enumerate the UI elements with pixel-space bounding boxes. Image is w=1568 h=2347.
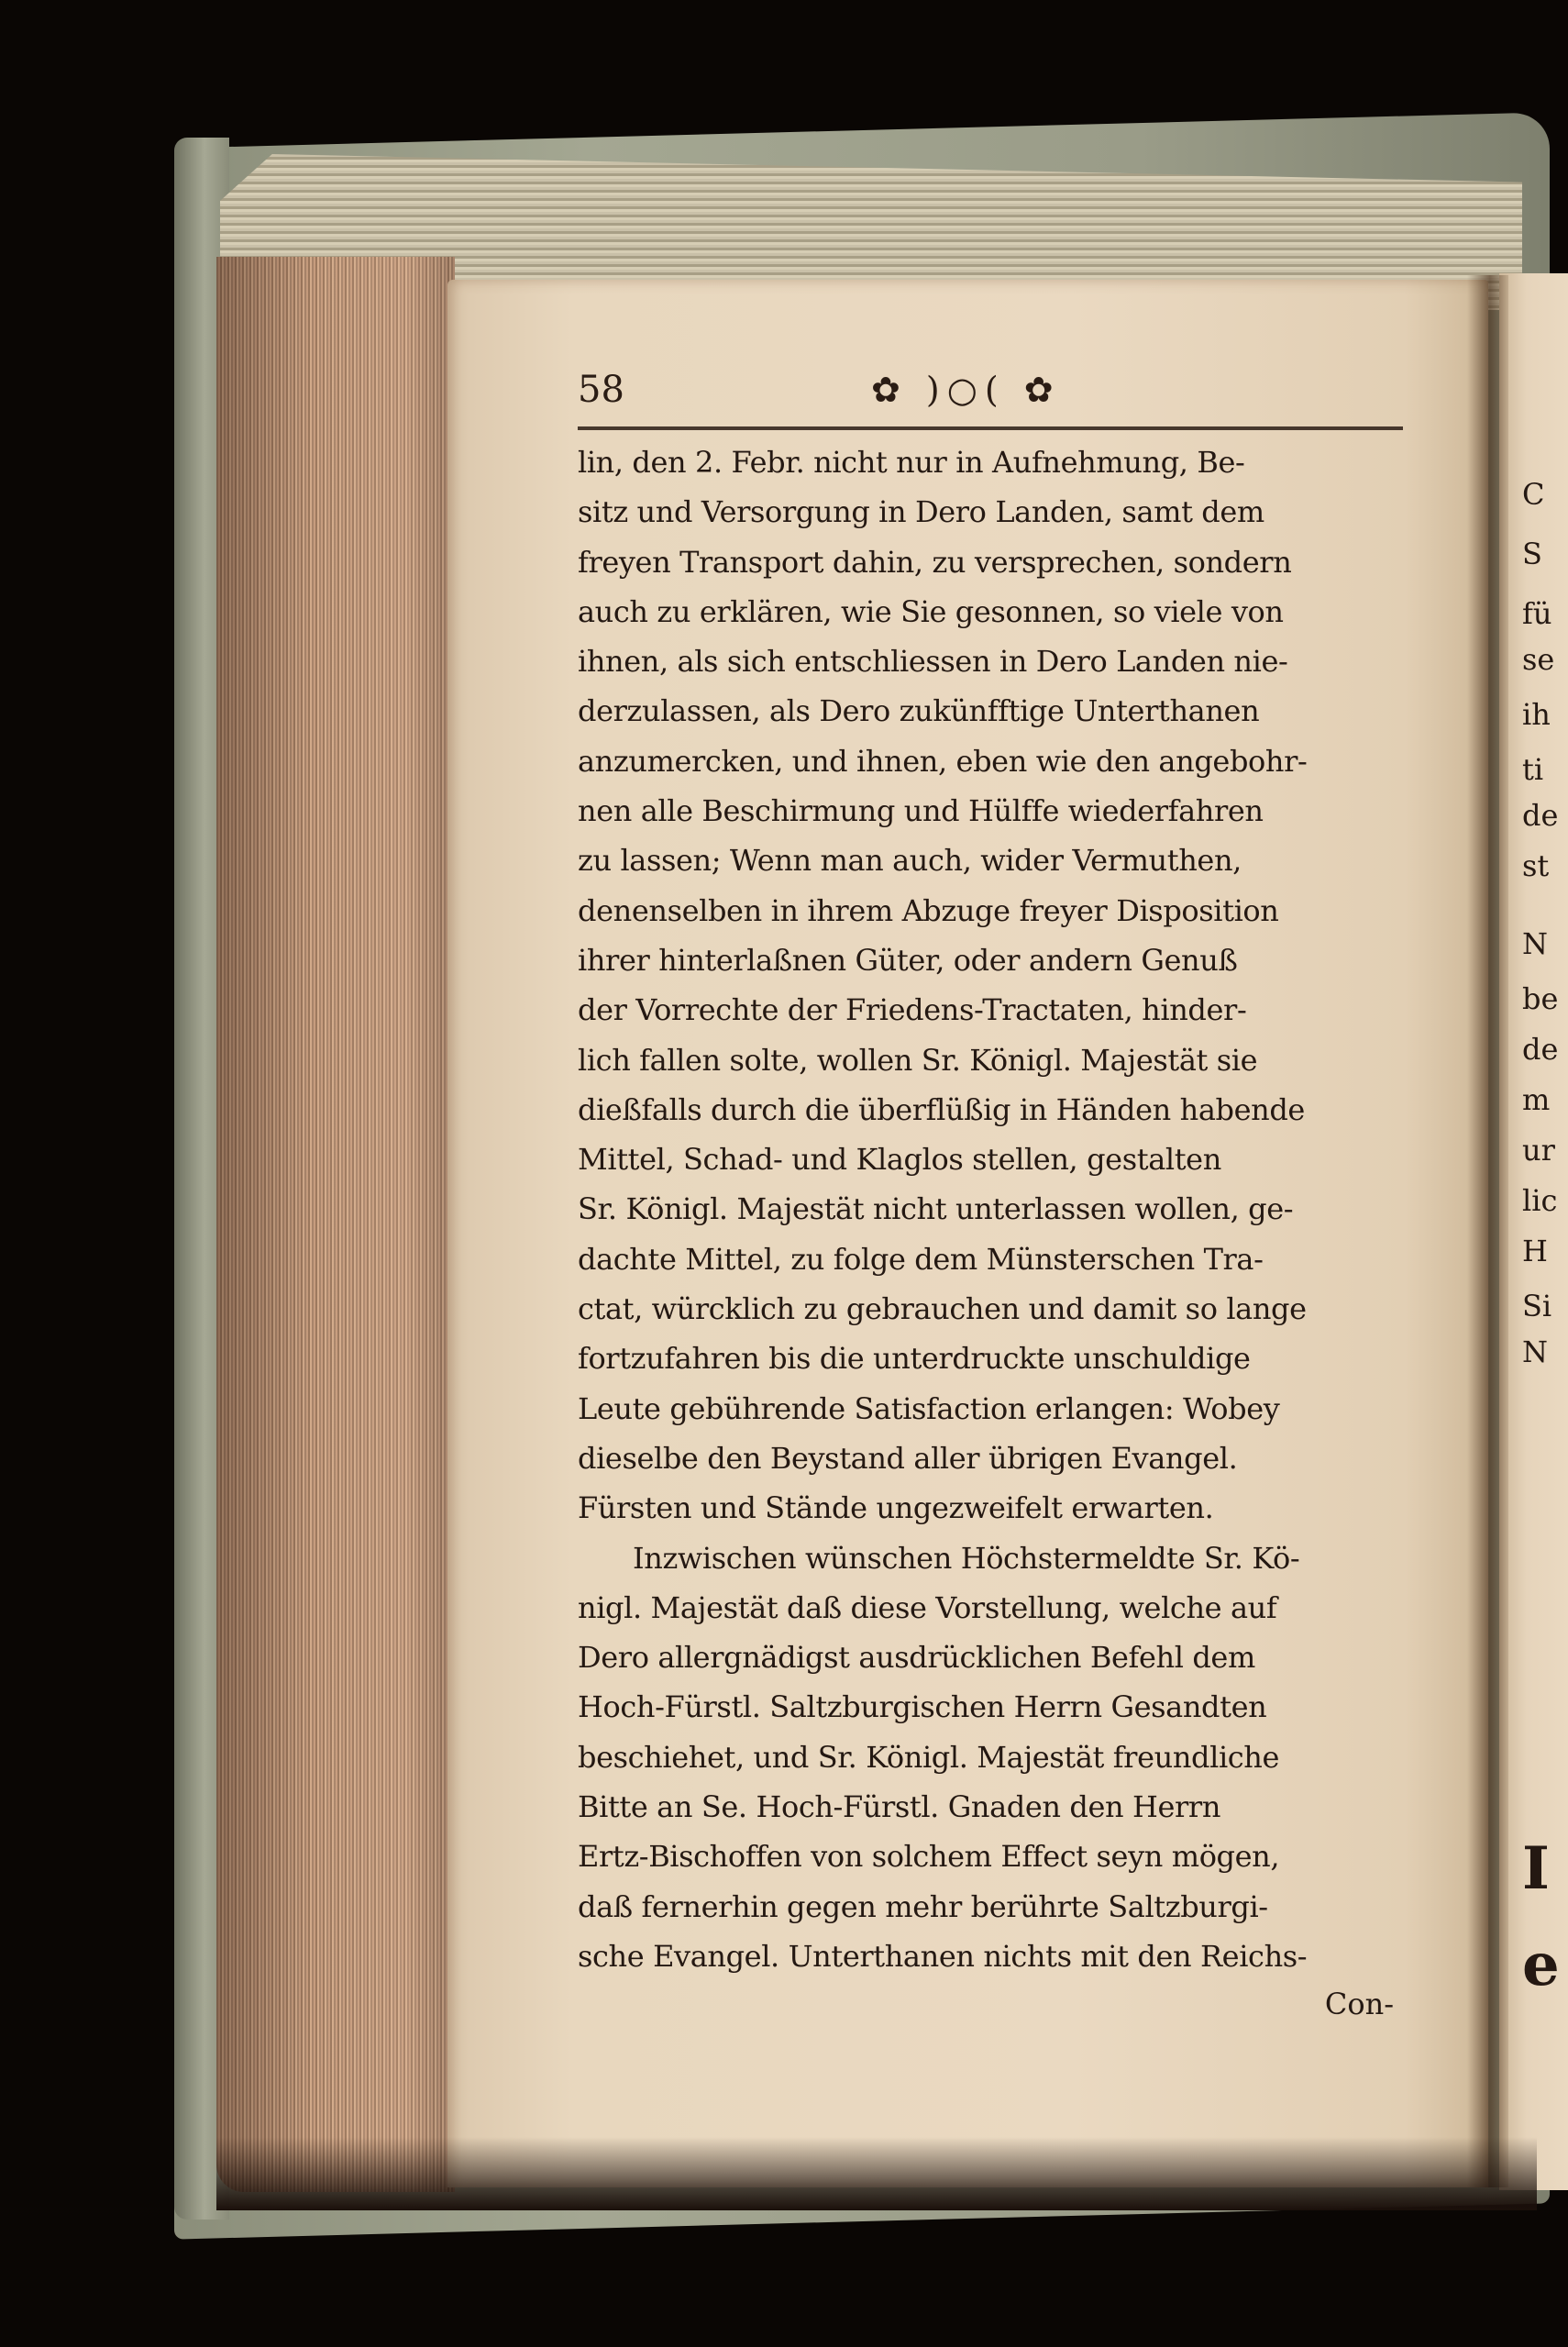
- text-line: Dero allergnädigst ausdrücklichen Befehl dem: [578, 1640, 1255, 1676]
- text-line: ihnen, als sich entschliessen in Dero Landen nie-: [578, 644, 1288, 680]
- right-page-fragment: C: [1522, 477, 1545, 512]
- page-header: [578, 362, 1403, 417]
- text-line: denenselben in ihrem Abzuge freyer Disposition: [578, 892, 1279, 928]
- right-page-fragment: ti: [1522, 752, 1544, 787]
- text-line: dießfalls durch die überflüßig in Händen habende: [578, 1091, 1305, 1127]
- right-page-fragment: st: [1522, 848, 1550, 883]
- right-page-fragment: N: [1522, 926, 1548, 961]
- right-page-fragment: se: [1522, 642, 1555, 677]
- text-line: Bitte an Se. Hoch-Fürstl. Gnaden den Herrn: [578, 1789, 1221, 1825]
- right-page-fragment: ih: [1522, 697, 1551, 732]
- text-line: anzumercken, und ihnen, eben wie den angebohr-: [578, 743, 1308, 779]
- right-page-fragment: ur: [1522, 1133, 1555, 1168]
- text-line: Ertz-Bischoffen von solchem Effect seyn mögen,: [578, 1839, 1280, 1875]
- right-page-fragment: lic: [1522, 1183, 1558, 1218]
- page-text: [578, 362, 1403, 2027]
- text-line: sitz und Versorgung in Dero Landen, samt dem: [578, 494, 1264, 530]
- text-line: der Vorrechte der Friedens-Tractaten, hinder-: [578, 992, 1247, 1028]
- text-line: Leute gebührende Satisfaction erlangen: Wobey: [578, 1390, 1280, 1426]
- text-line: beschiehet, und Sr. Königl. Majestät freundliche: [578, 1739, 1280, 1775]
- header-rule: [578, 426, 1403, 430]
- text-line: nigl. Majestät daß diese Vorstellung, welche auf: [578, 1589, 1277, 1625]
- right-page-fragment: Si: [1522, 1289, 1552, 1323]
- text-line: Mittel, Schad- und Klaglos stellen, gestalten: [578, 1142, 1221, 1178]
- right-page-fragment: de: [1522, 798, 1559, 833]
- text-line: ihrer hinterlaßnen Güter, oder andern Genuß: [578, 942, 1238, 978]
- page-gutter: [1467, 275, 1508, 2187]
- right-page-fragment: N: [1522, 1334, 1548, 1369]
- text-line: sche Evangel. Unterthanen nichts mit den Reichs-: [578, 1938, 1308, 1974]
- right-page-fragment: be: [1522, 981, 1559, 1016]
- text-line: dieselbe den Beystand aller übrigen Evangel.: [578, 1440, 1238, 1476]
- text-line: freyen Transport dahin, zu versprechen, sondern: [578, 544, 1292, 580]
- text-line: lich fallen solte, wollen Sr. Königl. Majestät sie: [578, 1042, 1258, 1078]
- text-line: Sr. Königl. Majestät nicht unterlassen wollen, ge-: [578, 1191, 1294, 1227]
- text-line: daß fernerhin gegen mehr berührte Saltzburgi-: [578, 1888, 1268, 1924]
- page-number: 58: [578, 369, 624, 411]
- right-page-fragment: e: [1522, 1931, 1560, 1999]
- right-page-fragment: fü: [1522, 596, 1552, 631]
- right-page-fragment: H: [1522, 1234, 1548, 1268]
- text-line: nen alle Beschirmung und Hülffe wiederfahren: [578, 793, 1264, 829]
- text-line: auch zu erklären, wie Sie gesonnen, so viele von: [578, 593, 1284, 629]
- text-line: dachte Mittel, zu folge dem Münsterschen Tra-: [578, 1241, 1264, 1277]
- text-line: lin, den 2. Febr. nicht nur in Aufnehmung, Be-: [578, 445, 1245, 480]
- text-line: Hoch-Fürstl. Saltzburgischen Herrn Gesandten: [578, 1689, 1267, 1725]
- page-edges-shade: [216, 257, 455, 2192]
- running-head-ornament: ✿ )○( ✿: [871, 370, 1061, 410]
- text-line: fortzufahren bis die unterdruckte unschuldige: [578, 1341, 1251, 1377]
- book-bottom-shadow: [216, 2137, 1537, 2210]
- right-page-fragment: de: [1522, 1032, 1559, 1067]
- right-page-fragment: S: [1522, 537, 1542, 571]
- right-page-fragment: m: [1522, 1082, 1551, 1117]
- text-line: Fürsten und Stände ungezweifelt erwarten.: [578, 1490, 1214, 1526]
- text-lines: [578, 437, 1403, 1981]
- catchword: Con-: [1324, 1987, 1394, 2022]
- text-line: derzulassen, als Dero zukünfftige Unterthanen: [578, 693, 1260, 729]
- text-line: Inzwischen wünschen Höchstermeldte Sr. Kö-: [633, 1540, 1300, 1576]
- text-line: zu lassen; Wenn man auch, wider Vermuthen,: [578, 843, 1242, 879]
- text-line: ctat, würcklich zu gebrauchen und damit so lange: [578, 1291, 1307, 1327]
- right-page-fragment: I: [1522, 1834, 1550, 1903]
